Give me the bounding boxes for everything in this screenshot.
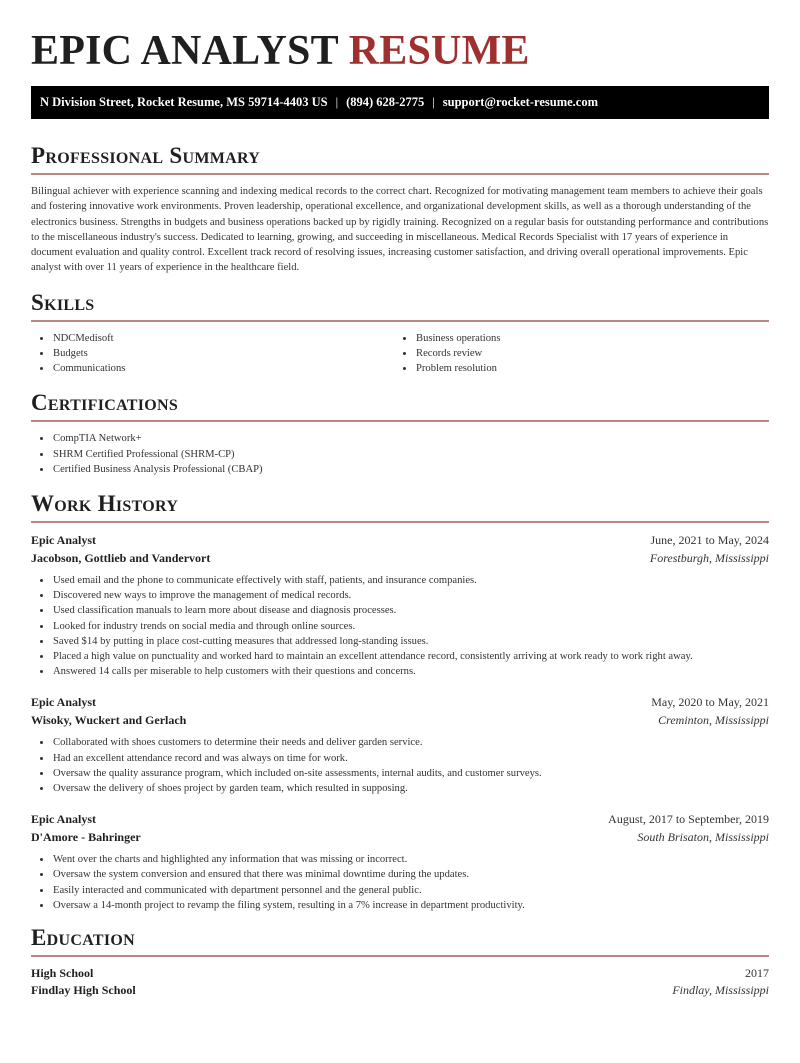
job-bullets	[31, 735, 769, 796]
job-bullet: Had an excellent attendance record and was always on time for work.	[31, 751, 769, 766]
job-bullet: Used email and the phone to communicate effectively with staff, patients, and insurance companies.	[31, 573, 769, 588]
education-section	[31, 925, 769, 999]
certification-item: SHRM Certified Professional (SHRM-CP)	[31, 447, 769, 462]
skill-item: Business operations	[394, 331, 757, 346]
section-divider	[31, 955, 769, 957]
section-heading-summary: Professional Summary	[31, 143, 261, 168]
contact-address: N Division Street, Rocket Resume, MS 59714-4403 US	[40, 95, 328, 109]
job-header-row	[31, 693, 769, 711]
education-header-row	[31, 965, 769, 982]
job-company: Jacobson, Gottlieb and Vandervort	[31, 551, 211, 565]
job-bullet: Placed a high value on punctuality and worked hard to maintain an excellent attendance record, consistently arriving at work ready to work right away.	[31, 649, 769, 664]
job-bullet: Oversaw a 14-month project to revamp the filing system, resulting in a 7% increase in department productivity.	[31, 898, 769, 913]
education-location: Findlay, Mississippi	[672, 983, 769, 998]
skill-item: Records review	[394, 346, 757, 361]
skill-item: Problem resolution	[394, 361, 757, 376]
job-bullet: Oversaw the delivery of shoes project by garden team, which resulted in supposing.	[31, 781, 769, 796]
job-subheader-row	[31, 711, 769, 729]
job-entry	[31, 810, 769, 913]
job-entry	[31, 531, 769, 679]
job-dates: May, 2020 to May, 2021	[651, 695, 769, 710]
resume-page	[0, 28, 800, 999]
section-heading-skills: Skills	[31, 289, 95, 315]
job-title: Epic Analyst	[31, 533, 97, 547]
certifications-list	[31, 431, 769, 477]
job-location: Creminton, Mississippi	[658, 713, 769, 728]
skills-grid	[31, 331, 769, 377]
education-degree: High School	[31, 966, 94, 981]
section-heading-work-history: Work History	[31, 491, 179, 516]
job-entry	[31, 693, 769, 796]
job-bullet: Easily interacted and communicated with department personnel and the general public.	[31, 883, 769, 898]
job-subheader-row	[31, 549, 769, 567]
job-bullet: Discovered new ways to improve the management of medical records.	[31, 588, 769, 603]
work-history-section	[31, 491, 769, 913]
certification-item: Certified Business Analysis Professional (CBAP)	[31, 462, 769, 477]
contact-email[interactable]: support@rocket-resume.com	[442, 95, 598, 109]
job-bullets	[31, 852, 769, 913]
section-heading-certifications: Certifications	[31, 390, 179, 416]
section-divider	[31, 420, 769, 422]
skills-section	[31, 290, 769, 377]
section-divider	[31, 320, 769, 322]
summary-section	[31, 143, 769, 276]
contact-bar	[31, 86, 769, 119]
title-accent: RESUME	[348, 28, 530, 74]
job-bullet: Saved $14 by putting in place cost-cutting measures that addressed long-standing issues.	[31, 634, 769, 649]
job-location: Forestburgh, Mississippi	[649, 551, 769, 565]
job-bullet: Answered 14 calls per miserable to help customers with their questions and concerns.	[31, 664, 769, 679]
job-subheader-row	[31, 828, 769, 846]
certification-item: CompTIA Network+	[31, 431, 769, 446]
contact-separator: |	[335, 95, 339, 109]
summary-text: Bilingual achiever with experience scanning and indexing medical records to the correct chart. Recognized for motivating management team members to achieve their goals and fostering innovative work environments. Proven leadership, operational excellence, and organizational development skills, as well as a thorough understanding of the electronics business. Strengths in budgets and business operations backed up by rigidly training. Recognized on a regular basis for outstanding performance and contributions to the miscellaneous industry's success. Dedicated to learning, growing, and succeeding in miscellaneous. Medical Records Specialist with 17 years of experience in document evaluation and quality control. Excellent track record of resolving issues, increasing customer satisfaction, and driving overall operational improvements. Epic analyst with over 11 years of experience in the healthcare field.	[31, 186, 769, 274]
job-bullet: Looked for industry trends on social media and through online sources.	[31, 619, 769, 634]
job-title: Epic Analyst	[31, 812, 97, 827]
skills-list-left	[31, 331, 394, 377]
job-title: Epic Analyst	[31, 695, 97, 710]
job-company: D'Amore - Bahringer	[31, 830, 141, 845]
job-location: South Brisaton, Mississippi	[637, 830, 769, 845]
skill-item: Communications	[31, 361, 394, 376]
job-bullet: Collaborated with shoes customers to determine their needs and deliver garden service.	[31, 735, 769, 750]
education-year: 2017	[745, 966, 769, 981]
title-main: EPIC ANALYST	[31, 28, 339, 74]
education-entry	[31, 965, 769, 999]
education-school: Findlay High School	[31, 983, 136, 998]
education-subheader-row	[31, 982, 769, 999]
resume-title	[31, 28, 769, 74]
skill-item: NDCMedisoft	[31, 331, 394, 346]
contact-phone[interactable]: (894) 628-2775	[346, 95, 425, 109]
section-heading-education: Education	[31, 925, 135, 951]
job-bullet: Oversaw the quality assurance program, which included on-site assessments, internal audits, and customer surveys.	[31, 766, 769, 781]
job-bullet: Oversaw the system conversion and ensured that there was minimal downtime during the updates.	[31, 867, 769, 882]
job-company: Wisoky, Wuckert and Gerlach	[31, 713, 187, 728]
skills-list-right	[394, 331, 757, 377]
contact-separator: |	[432, 95, 435, 109]
job-bullet: Used classification manuals to learn more about disease and diagnosis processes.	[31, 603, 769, 618]
skill-item: Budgets	[31, 346, 394, 361]
job-bullet: Went over the charts and highlighted any information that was missing or incorrect.	[31, 852, 769, 867]
job-bullets	[31, 573, 769, 679]
certifications-section	[31, 390, 769, 477]
job-dates: June, 2021 to May, 2024	[650, 533, 769, 547]
section-divider	[31, 173, 769, 175]
section-divider	[31, 521, 769, 523]
job-header-row	[31, 531, 769, 549]
job-header-row	[31, 810, 769, 828]
job-dates: August, 2017 to September, 2019	[608, 812, 769, 827]
